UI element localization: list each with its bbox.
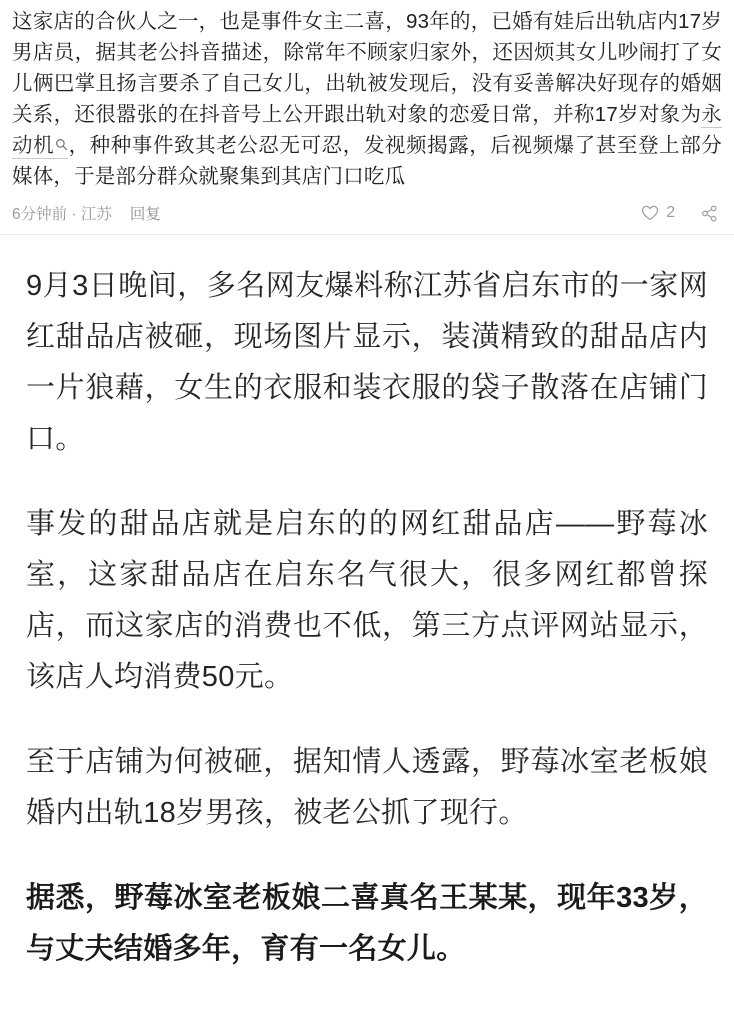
- comment-timestamp: [12, 202, 112, 224]
- comment-like-button[interactable]: [641, 204, 675, 222]
- comment-block: [0, 0, 734, 234]
- comment-text: [12, 6, 722, 192]
- article-paragraph: 9月3日晚间，多名网友爆料称江苏省启东市的一家网红甜品店被砸，现场图片显示，装潢精致的甜品店内一片狼藉，女生的衣服和装衣服的袋子散落在店铺门口。: [26, 270, 708, 455]
- comment-meta-left: [12, 202, 161, 224]
- comment-time: 6分钟前: [12, 206, 68, 223]
- comment-location: 江苏: [80, 206, 112, 223]
- article-paragraph-bold: 据悉，野莓冰室老板娘二喜真名王某某，现年33岁，与丈夫结婚多年，育有一名女儿。: [26, 882, 708, 965]
- article-body: [0, 235, 734, 975]
- comment-text-before-keyword: 这家店的合伙人之一，也是事件女主二喜，93年的，已婚有娃后出轨店内17岁男店员，据其老公抖音描述，除常年不顾家归家外，还因烦其女儿吵闹打了女儿俩巴掌且扬言要杀了自己女儿，出轨被发现后，没有妥善解决好现存的婚姻关系，还很嚣张的在抖音号上公开跟出轨对象的恋爱日常，并称17岁对象为: [12, 10, 722, 126]
- comment-keyword-label: 永动机: [12, 103, 722, 157]
- comment-meta: [12, 202, 722, 234]
- comment-reply-button[interactable]: 回复: [129, 206, 161, 223]
- article-paragraph: 事发的甜品店就是启东的的网红甜品店——野莓冰室，这家甜品店在启东名气很大，很多网红都曾探店，而这家店的消费也不低，第三方点评网站显示，该店人均消费50元。: [26, 508, 708, 693]
- share-icon[interactable]: [701, 205, 718, 222]
- comment-like-count: 2: [666, 204, 675, 221]
- search-icon: [55, 138, 68, 151]
- comment-text-after-keyword: ，种种事件致其老公忍无可忍，发视频揭露，后视频爆了甚至登上部分媒体，于是部分群众就聚集到其店门口吃瓜: [12, 134, 722, 188]
- heart-icon: [641, 205, 659, 221]
- comment-meta-right: [641, 204, 722, 222]
- comment-separator: ·: [67, 206, 81, 223]
- article-paragraph: 至于店铺为何被砸，据知情人透露，野莓冰室老板娘婚内出轨18岁男孩，被老公抓了现行。: [26, 746, 708, 829]
